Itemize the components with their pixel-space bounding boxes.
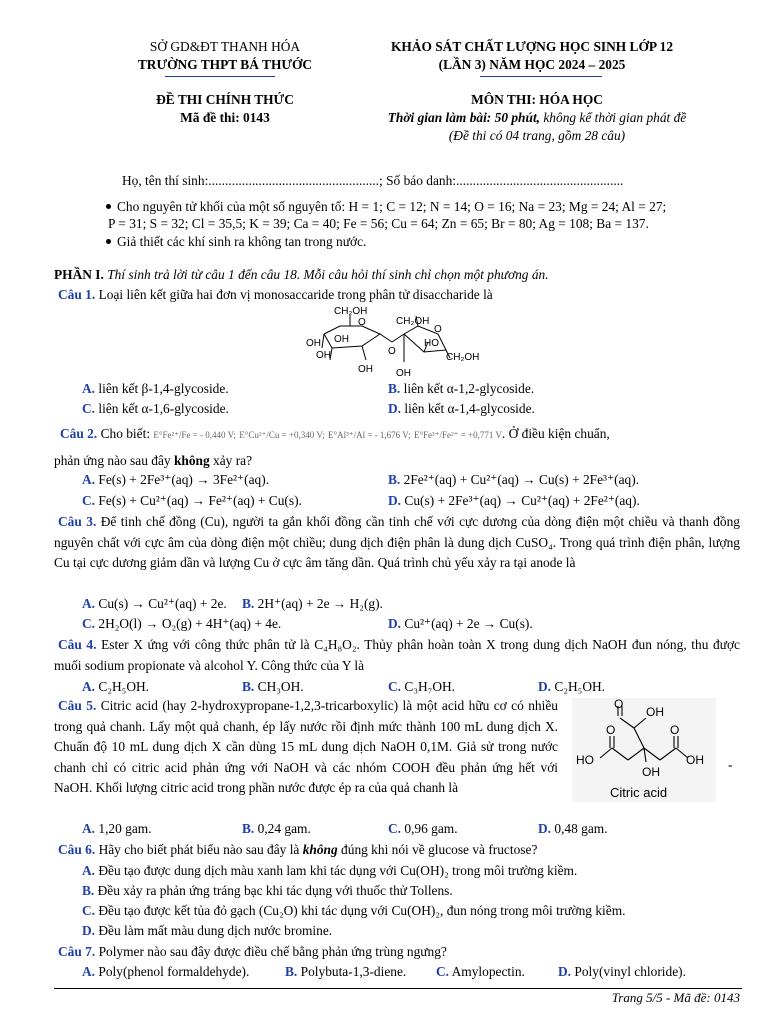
question-2-option-c[interactable]: C. Fe(s) + Cu²⁺(aq) → Fe²⁺(aq) + Cu(s).: [82, 493, 302, 508]
fig-ring-oxygen-1: O: [358, 317, 366, 328]
fig-oh-bottom-right: OH: [396, 368, 411, 378]
question-6-option-d[interactable]: D. Đều làm mất màu dung dịch nước bromine.: [82, 923, 333, 938]
fig-ring-oxygen-2: O: [434, 324, 442, 335]
question-6-option-a[interactable]: A. Đều tạo được dung dịch màu xanh lam khi tác dụng với Cu(OH)₂ trong môi trường kiềm.: [82, 863, 578, 878]
potential-fe2-fe: E°Fe²⁺/Fe = - 0,440 V;: [153, 430, 236, 440]
official-block: [100, 91, 350, 127]
question-5-option-c[interactable]: C. 0,96 gam.: [388, 821, 458, 836]
question-7-option-b[interactable]: B. Polybuta-1,3-diene.: [285, 964, 407, 979]
question-6-option-c[interactable]: C. Đều tạo được kết tủa đỏ gạch (Cu₂O) khi tác dụng với Cu(OH)₂, đun nóng trong môi trường kiềm.: [82, 903, 626, 918]
question-4-option-a[interactable]: A. C₂H₅OH.: [82, 679, 150, 694]
dept-name: SỞ GD&ĐT THANH HÓA: [149, 39, 301, 54]
exam-round: (LẦN 3) NĂM HỌC 2024 – 2025: [438, 57, 626, 72]
question-4-stem: Câu 4. Ester X ứng với công thức phân tử là C₄H₈O₂. Thủy phân hoàn toàn X trong dung dịch NaOH đun nóng, thu được muối sodium propionate và alcohol Y. Công thức của Y là: [54, 637, 740, 673]
fig-ch2oh-left: CH₂OH: [334, 306, 368, 317]
header-left: [100, 38, 350, 74]
question-4-option-c[interactable]: C. C₃H₇OH.: [388, 679, 456, 694]
question-2-stem-2: phản ứng nào sau đây không xảy ra?: [54, 453, 253, 468]
citric-oh-right: OH: [686, 753, 704, 767]
question-1-option-b[interactable]: B. liên kết α-1,2-glycoside.: [388, 381, 535, 396]
citric-o-top: O: [614, 698, 624, 711]
question-7-stem: Câu 7. Polymer nào sau đây được điều chế bằng phản ứng trùng ngưng?: [58, 944, 447, 959]
question-6-stem: Câu 6. Hãy cho biết phát biểu nào sau đây là không đúng khi nói về glucose và fructose?: [58, 842, 538, 857]
fig-oh-left: OH: [306, 338, 321, 349]
citric-oh-center: OH: [642, 765, 660, 779]
fig-oh-ring: OH: [334, 334, 349, 345]
stray-dash: -: [728, 757, 733, 772]
bullet-icon: [106, 239, 111, 244]
question-7-option-c[interactable]: C. Amylopectin.: [436, 964, 525, 979]
question-5-stem: Câu 5. Citric acid (hay 2-hydroxypropane-1,2,3-tricarboxylic) là một acid hữu cơ có nhiều trong quả chanh. Lấy một quả chanh, ép lấy nước rồi định mức thành 100 mL dung dịch X. Chuẩn độ 10 mL dung dịch X cần dùng 15 mL dung dịch NaOH 0,1M. Giả sử trong nước chanh chỉ có citric acid phản ứng với NaOH và các nhóm COOH đều phản ứng hết với NaOH. Khối lượng citric acid trong phần nước được ép ra của quả chanh là: [54, 698, 558, 795]
footer-rule: [54, 988, 742, 989]
fig-oh-bottom-left: OH: [358, 364, 373, 375]
potential-al3-al: E°Al³⁺/Al = - 1,676 V;: [328, 430, 411, 440]
question-3-stem: Câu 3. Để tinh chế đồng (Cu), người ta gắn khối đồng cần tinh chế với cực dương của dòng điện một chiều và thanh đồng nguyên chất với cực âm của dòng điện một chiều; dung dịch điện phân là dung dịch CuSO₄. Trong quá trình điện phân, lượng Cu tại cực dương giảm dần và lượng Cu ở cực âm tăng dần. Quá trình chủ yếu xảy ra tại anode là: [54, 514, 740, 570]
question-5-option-d[interactable]: D. 0,48 gam.: [538, 821, 608, 836]
question-6-option-b[interactable]: B. Đều xảy ra phản ứng tráng bạc khi tác dụng với thuốc thử Tollens.: [82, 883, 453, 898]
citric-ho-left: HO: [576, 753, 594, 767]
question-2-option-d[interactable]: D. Cu(s) + 2Fe³⁺(aq) → Cu²⁺(aq) + 2Fe²⁺(aq).: [388, 493, 640, 508]
part-one-heading: PHẦN I. Thí sinh trả lời từ câu 1 đến câu 18. Mỗi câu hỏi thí sinh chỉ chọn một phương án.: [54, 267, 549, 282]
question-3-option-a[interactable]: A. Cu(s) → Cu²⁺(aq) + 2e.: [82, 596, 227, 611]
question-1-option-d[interactable]: D. liên kết α-1,4-glycoside.: [388, 401, 535, 416]
question-7-option-d[interactable]: D. Poly(vinyl chloride).: [558, 964, 686, 979]
time-limit: Thời gian làm bài: 50 phút,: [387, 110, 541, 125]
disaccharide-structure-figure: [300, 304, 510, 378]
question-3-option-c[interactable]: C. 2H₂O(l) → O₂(g) + 4H⁺(aq) + 4e.: [82, 616, 282, 631]
potential-cu2-cu: E°Cu²⁺/Cu = +0,340 V;: [239, 430, 325, 440]
question-3-option-b[interactable]: B. 2H⁺(aq) + 2e → H₂(g).: [242, 596, 383, 611]
subject-label: MÔN THI: HÓA HỌC: [471, 92, 603, 107]
citric-acid-structure-figure: [572, 698, 716, 802]
question-7-option-a[interactable]: A. Poly(phenol formaldehyde).: [82, 964, 250, 979]
fig-oh-left-2: OH: [316, 350, 331, 361]
header-left-rule: [165, 76, 275, 77]
exam-code: Mã đề thi: 0143: [180, 110, 270, 125]
subject-block: [352, 91, 722, 145]
question-2-stem: Câu 2. Cho biết: E°Fe²⁺/Fe = - 0,440 V; E°Cu²⁺/Cu = +0,340 V; E°Al³⁺/Al = - 1,676 V; E°Fe³⁺/Fe²⁺ = +0,771 V. Ở điều kiện chuẩn,: [60, 426, 610, 441]
question-2-option-b[interactable]: B. 2Fe²⁺(aq) + Cu²⁺(aq) → Cu(s) + 2Fe³⁺(aq).: [388, 472, 640, 487]
fig-ch2oh-top: CH₂OH: [396, 316, 430, 327]
student-info-line: Họ, tên thí sinh:...................................................; Số báo danh:..................................................: [122, 173, 624, 188]
citric-oh-top: OH: [646, 705, 664, 719]
header-right-rule: [480, 76, 602, 77]
header-right: [352, 38, 712, 74]
citric-o-right: O: [670, 723, 680, 737]
question-3-option-d[interactable]: D. Cu²⁺(aq) + 2e → Cu(s).: [388, 616, 533, 631]
fig-ho-right: HO: [424, 338, 439, 349]
question-5-option-a[interactable]: A. 1,20 gam.: [82, 821, 152, 836]
time-note: không kể thời gian phát đề: [540, 110, 687, 125]
question-4-option-b[interactable]: B. CH₃OH.: [242, 679, 304, 694]
question-2-option-a[interactable]: A. Fe(s) + 2Fe³⁺(aq) → 3Fe²⁺(aq).: [82, 472, 270, 487]
question-1-option-a[interactable]: A. liên kết β-1,4-glycoside.: [82, 381, 229, 396]
question-1-stem: Câu 1. Loại liên kết giữa hai đơn vị monosaccaride trong phân tử disaccharide là: [58, 287, 493, 302]
page-count: (Đề thi có 04 trang, gồm 28 câu): [448, 128, 626, 143]
citric-o-left: O: [606, 723, 616, 737]
question-5-option-b[interactable]: B. 0,24 gam.: [242, 821, 311, 836]
question-1-option-c[interactable]: C. liên kết α-1,6-glycoside.: [82, 401, 229, 416]
question-4-option-d[interactable]: D. C₂H₅OH.: [538, 679, 606, 694]
note-gas: Giả thiết các khí sinh ra không tan trong nước.: [106, 233, 366, 250]
note-atomic-mass-2: P = 31; S = 32; Cl = 35,5; K = 39; Ca = 40; Fe = 56; Cu = 64; Zn = 65; Br = 80; Ag = 108; Ba = 137.: [108, 216, 649, 231]
potential-fe3-fe2: E°Fe³⁺/Fe²⁺ = +0,771 V: [413, 430, 502, 440]
note-atomic-mass-1: Cho nguyên tử khối của một số nguyên tố: H = 1; C = 12; N = 14; O = 16; Na = 23; Mg = 24; Al = 27;: [106, 198, 666, 215]
fig-ch2oh-right: CH₂OH: [446, 352, 480, 363]
school-name: TRƯỜNG THPT BÁ THƯỚC: [137, 57, 313, 72]
official-label: ĐỀ THI CHÍNH THỨC: [156, 92, 294, 107]
exam-title: KHẢO SÁT CHẤT LƯỢNG HỌC SINH LỚP 12: [390, 39, 674, 54]
fig-bridge-oxygen: O: [388, 346, 396, 357]
page-footer: Trang 5/5 - Mã đề: 0143: [611, 990, 740, 1005]
citric-acid-caption: Citric acid: [610, 785, 668, 800]
bullet-icon: [106, 204, 111, 209]
